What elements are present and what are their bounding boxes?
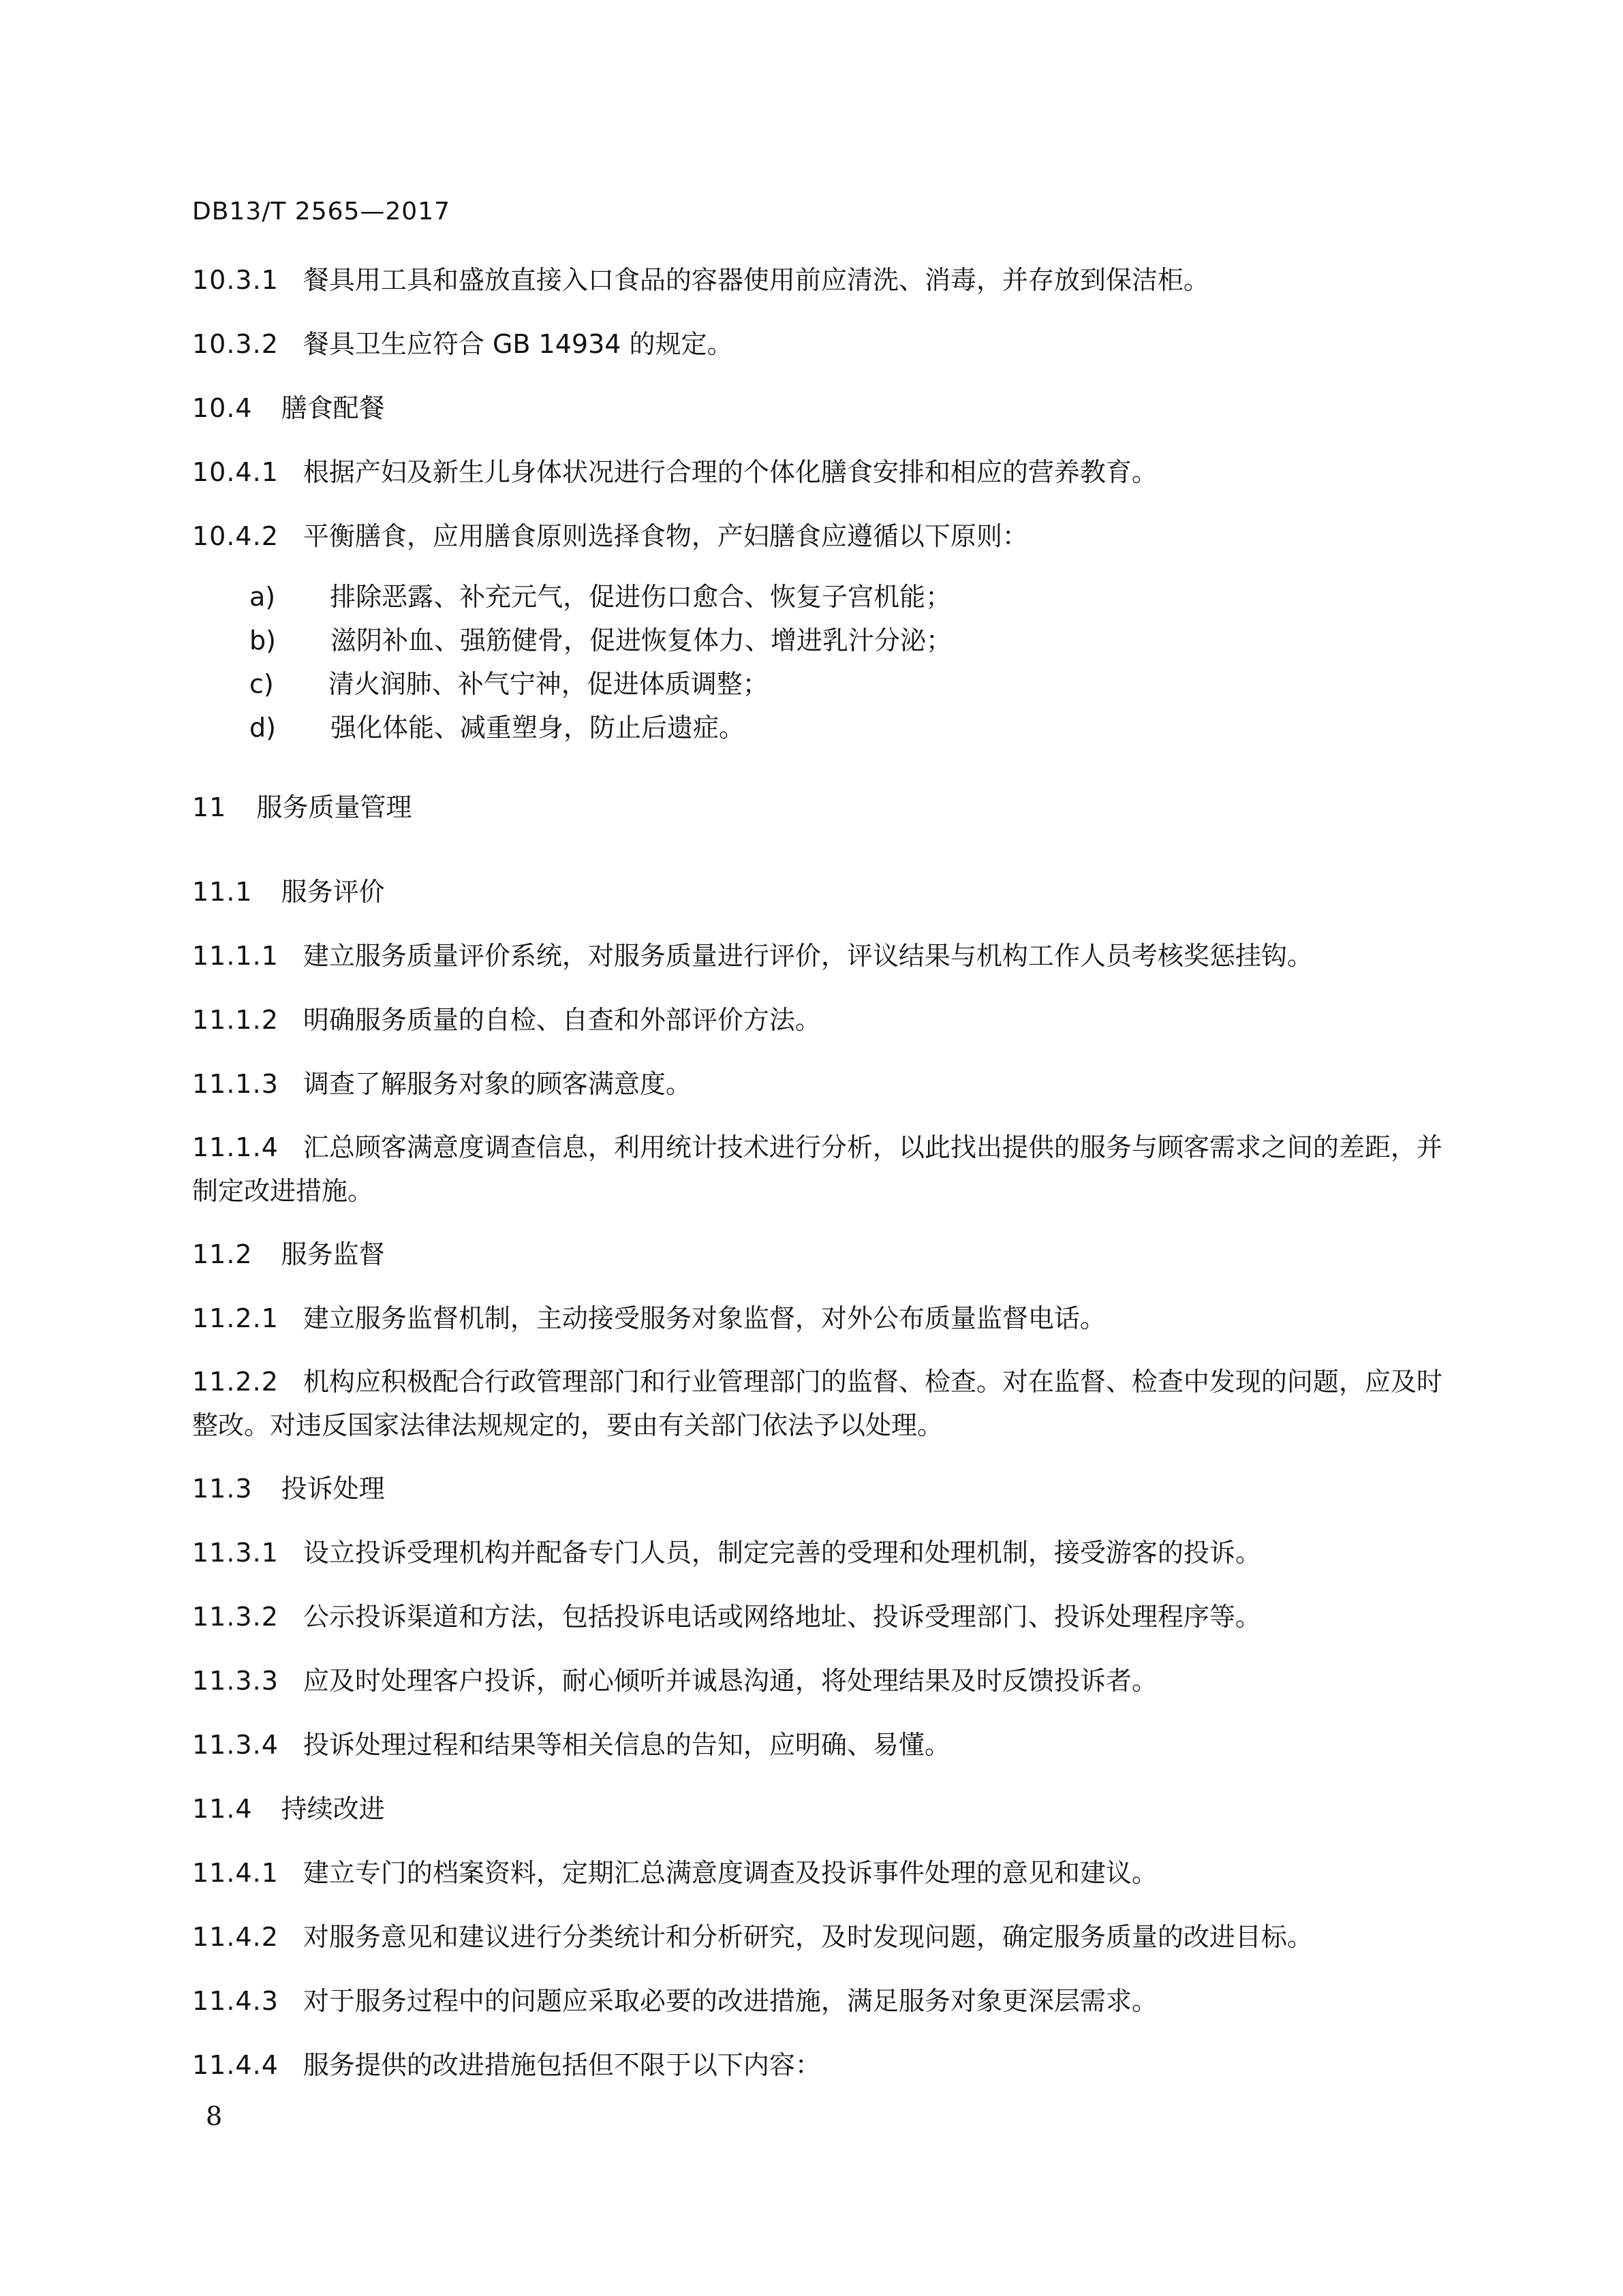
clause-11-1-4 xyxy=(192,1126,1459,1213)
list-marker: c) xyxy=(249,669,274,699)
clause-11-1-1 xyxy=(192,933,1459,978)
clause-10-4-2 xyxy=(192,514,1459,559)
clause-number: 11.4.1 xyxy=(192,1858,279,1888)
clause-11-3-1 xyxy=(192,1530,1459,1575)
clause-text: 应及时处理客户投诉，耐心倾听并诚恳沟通，将处理结果及时反馈投诉者。 xyxy=(303,1666,1158,1696)
clause-number: 11.3.1 xyxy=(192,1538,279,1568)
list-item-text: 清火润肺、补气宁神，促进体质调整； xyxy=(328,669,769,699)
clause-number: 11.3.2 xyxy=(192,1602,279,1632)
list-item xyxy=(192,575,1459,619)
section-heading-11-3 xyxy=(192,1466,1459,1511)
clause-number: 11.4.3 xyxy=(192,1986,279,2016)
clause-number: 11.2.2 xyxy=(192,1367,279,1397)
clause-number: 10.3.2 xyxy=(192,329,279,359)
list-item xyxy=(192,619,1459,662)
chapter-title: 服务质量管理 xyxy=(256,792,412,822)
clause-11-2-2 xyxy=(192,1360,1459,1447)
section-number: 11.3 xyxy=(192,1474,253,1504)
clause-11-4-2 xyxy=(192,1914,1459,1959)
chapter-heading-11 xyxy=(192,785,1459,830)
section-number: 10.4 xyxy=(192,393,253,423)
clause-number: 11.3.4 xyxy=(192,1730,279,1760)
section-heading-11-4 xyxy=(192,1786,1459,1831)
clause-number: 11.1.3 xyxy=(192,1069,279,1099)
clause-10-4-1 xyxy=(192,450,1459,495)
clause-10-3-2 xyxy=(192,322,1459,367)
clause-number: 10.4.1 xyxy=(192,457,279,487)
list-item-text: 排除恶露、补充元气，促进伤口愈合、恢复子宫机能； xyxy=(330,582,952,612)
clause-number: 10.3.1 xyxy=(192,265,279,295)
clause-text: 餐具用工具和盛放直接入口食品的容器使用前应清洗、消毒，并存放到保洁柜。 xyxy=(303,265,1209,295)
clause-text: 对于服务过程中的问题应采取必要的改进措施，满足服务对象更深层需求。 xyxy=(303,1986,1158,2016)
section-number: 11.4 xyxy=(192,1794,253,1824)
list-item-text: 强化体能、减重塑身，防止后遗症。 xyxy=(330,713,745,743)
clause-11-3-2 xyxy=(192,1594,1459,1639)
section-title: 服务评价 xyxy=(281,877,385,907)
clause-text: 公示投诉渠道和方法，包括投诉电话或网络地址、投诉受理部门、投诉处理程序等。 xyxy=(303,1602,1261,1632)
list-item xyxy=(192,706,1459,749)
clause-number: 11.4.4 xyxy=(192,2050,279,2080)
clause-text: 服务提供的改进措施包括但不限于以下内容： xyxy=(303,2050,821,2080)
clause-text: 根据产妇及新生儿身体状况进行合理的个体化膳食安排和相应的营养教育。 xyxy=(303,457,1158,487)
section-title: 膳食配餐 xyxy=(281,393,385,423)
clause-text: 建立服务质量评价系统，对服务质量进行评价，评议结果与机构工作人员考核奖惩挂钩。 xyxy=(303,941,1313,971)
clause-text: 餐具卫生应符合 GB 14934 的规定。 xyxy=(303,329,733,359)
list-item-text: 滋阴补血、强筋健骨，促进恢复体力、增进乳汁分泌； xyxy=(330,625,952,655)
principle-list xyxy=(192,575,1459,749)
clause-11-4-1 xyxy=(192,1850,1459,1895)
document-body xyxy=(192,258,1459,2107)
clause-11-3-3 xyxy=(192,1658,1459,1703)
clause-text: 平衡膳食，应用膳食原则选择食物，产妇膳食应遵循以下原则： xyxy=(303,521,1028,551)
list-marker: d) xyxy=(249,713,276,743)
clause-number: 11.2.1 xyxy=(192,1303,279,1333)
clause-10-3-1 xyxy=(192,258,1459,302)
clause-text: 调查了解服务对象的顾客满意度。 xyxy=(303,1069,692,1099)
section-heading-11-1 xyxy=(192,869,1459,914)
section-title: 持续改进 xyxy=(281,1794,385,1824)
clause-text: 机构应积极配合行政管理部门和行业管理部门的监督、检查。对在监督、检查中发现的问题，应及时整改。对违反国家法律法规规定的，要由有关部门依法予以处理。 xyxy=(192,1367,1442,1440)
list-marker: b) xyxy=(249,625,276,655)
clause-11-3-4 xyxy=(192,1722,1459,1767)
clause-number: 10.4.2 xyxy=(192,521,279,551)
clause-number: 11.1.1 xyxy=(192,941,279,971)
clause-number: 11.1.2 xyxy=(192,1005,279,1035)
document-code-header: DB13/T 2565—2017 xyxy=(192,198,451,226)
clause-text: 设立投诉受理机构并配备专门人员，制定完善的受理和处理机制，接受游客的投诉。 xyxy=(303,1538,1261,1568)
page-number: 8 xyxy=(206,2101,223,2131)
clause-text: 明确服务质量的自检、自查和外部评价方法。 xyxy=(303,1005,821,1035)
section-title: 投诉处理 xyxy=(281,1474,385,1504)
list-marker: a) xyxy=(249,582,276,612)
section-number: 11.2 xyxy=(192,1239,253,1269)
section-title: 服务监督 xyxy=(281,1239,385,1269)
clause-number: 11.4.2 xyxy=(192,1922,279,1952)
clause-11-1-2 xyxy=(192,997,1459,1042)
clause-11-1-3 xyxy=(192,1061,1459,1106)
section-heading-10-4 xyxy=(192,386,1459,431)
clause-text: 建立专门的档案资料，定期汇总满意度调查及投诉事件处理的意见和建议。 xyxy=(303,1858,1158,1888)
clause-number: 11.1.4 xyxy=(192,1132,279,1162)
clause-text: 投诉处理过程和结果等相关信息的告知，应明确、易懂。 xyxy=(303,1730,950,1760)
clause-11-4-4 xyxy=(192,2043,1459,2088)
clause-text: 汇总顾客满意度调查信息，利用统计技术进行分析，以此找出提供的服务与顾客需求之间的差距，并制定改进措施。 xyxy=(192,1132,1442,1206)
section-number: 11.1 xyxy=(192,877,253,907)
list-item xyxy=(192,662,1459,706)
clause-11-4-3 xyxy=(192,1979,1459,2023)
clause-text: 建立服务监督机制，主动接受服务对象监督，对外公布质量监督电话。 xyxy=(303,1303,1106,1333)
clause-text: 对服务意见和建议进行分类统计和分析研究，及时发现问题，确定服务质量的改进目标。 xyxy=(303,1922,1313,1952)
clause-11-2-1 xyxy=(192,1296,1459,1341)
section-heading-11-2 xyxy=(192,1232,1459,1277)
clause-number: 11.3.3 xyxy=(192,1666,279,1696)
chapter-number: 11 xyxy=(192,792,227,822)
